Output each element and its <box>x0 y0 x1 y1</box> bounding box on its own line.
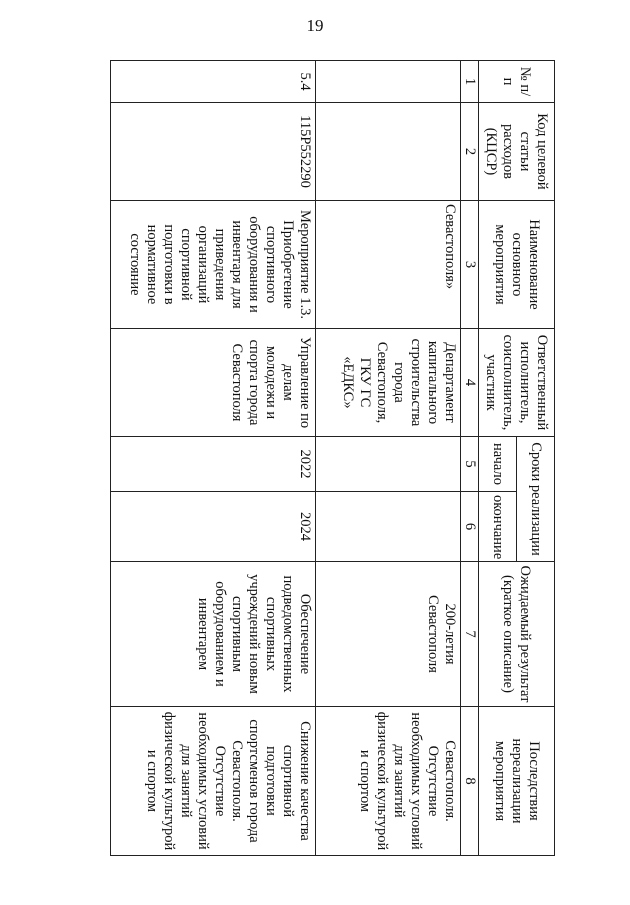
cell-end <box>316 492 461 562</box>
page-number: 19 <box>306 16 324 35</box>
index-row <box>461 61 479 856</box>
header-row <box>517 61 555 856</box>
cell-start: 2022 <box>111 437 316 492</box>
cell-consequences: Севастополя. Отсутствие необходимых условий для занятий физической культурой и спортом <box>316 707 461 856</box>
index-cell: 4 <box>461 329 479 437</box>
activities-table <box>110 60 555 856</box>
cell-code: 115Р552290 <box>111 103 316 201</box>
header-name: Наименование основного мероприятия <box>479 201 555 329</box>
cell-name: Севастополя» <box>316 201 461 329</box>
cell-start <box>316 437 461 492</box>
index-cell: 7 <box>461 562 479 707</box>
index-cell: 1 <box>461 61 479 103</box>
header-result: Ожидаемый результат (краткое описание) <box>479 562 555 707</box>
header-consequences: Последствия нереализации мероприятия <box>479 707 555 856</box>
cell-num: 5.4 <box>111 61 316 103</box>
cell-num <box>316 61 461 103</box>
cell-end: 2024 <box>111 492 316 562</box>
cell-result: Обеспечение подведомственных спортивных учреждений новым спортивным оборудованием и инвентарем <box>111 562 316 707</box>
cell-name: Мероприятие 1.3. Приобретение спортивного оборудования и инвентаря для приведения организаций спортивной подготовки в нормативное состояние <box>111 201 316 329</box>
cell-result: 200-летия Севастополя <box>316 562 461 707</box>
cell-executor: Управление по делам молодежи и спорта города Севастополя <box>111 329 316 437</box>
table-row <box>111 61 316 856</box>
index-cell: 2 <box>461 103 479 201</box>
cell-executor: Департамент капитального строительства города Севастополя, ГКУ ГС «ЕДКС» <box>316 329 461 437</box>
table-row <box>316 61 461 856</box>
header-code: Код целевой статьи расходов (КЦСР) <box>479 103 555 201</box>
index-cell: 6 <box>461 492 479 562</box>
header-terms: Сроки реализации <box>517 437 555 562</box>
cell-code <box>316 103 461 201</box>
header-num: № п/п <box>479 61 555 103</box>
index-cell: 3 <box>461 201 479 329</box>
header-start: начало <box>479 437 517 492</box>
header-end: окончание <box>479 492 517 562</box>
rotated-table-container <box>110 60 555 855</box>
header-executor: Ответственный исполнитель, соисполнитель, участник <box>479 329 555 437</box>
index-cell: 8 <box>461 707 479 856</box>
index-cell: 5 <box>461 437 479 492</box>
cell-consequences: Снижение качества спортивной подготовки спортсменов города Севастополя. Отсутствие необходимых условий для занятий физической культурой и спортом <box>111 707 316 856</box>
